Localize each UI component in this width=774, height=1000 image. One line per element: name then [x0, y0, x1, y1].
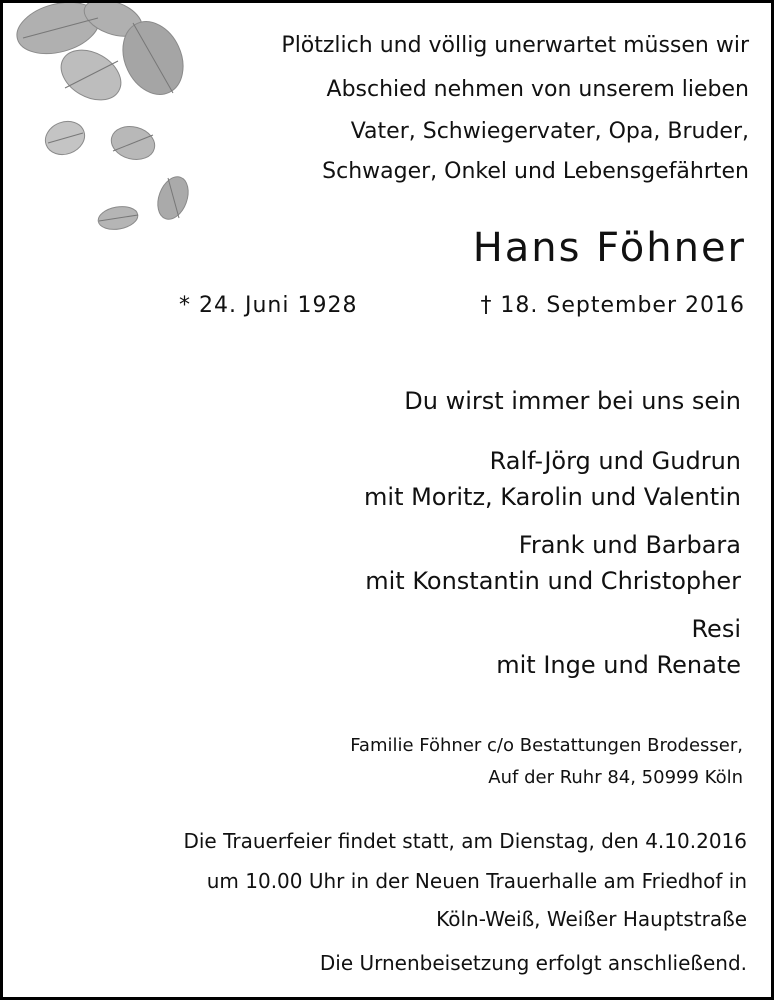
- family-line: Frank und Barbara: [518, 531, 741, 559]
- intro-line: Plötzlich und völlig unerwartet müssen wir: [281, 33, 749, 58]
- birth-date: * 24. Juni 1928: [179, 293, 358, 318]
- death-date: † 18. September 2016: [480, 293, 745, 318]
- family-line: mit Inge und Renate: [496, 651, 741, 679]
- family-line: mit Konstantin und Christopher: [365, 567, 741, 595]
- address-line: Auf der Ruhr 84, 50999 Köln: [488, 767, 743, 788]
- family-line: Resi: [691, 615, 741, 643]
- motto: Du wirst immer bei uns sein: [404, 387, 741, 415]
- family-line: Ralf-Jörg und Gudrun: [489, 447, 741, 475]
- intro-line: Abschied nehmen von unserem lieben: [326, 77, 749, 102]
- intro-line: Schwager, Onkel und Lebensgefährten: [322, 159, 749, 184]
- address-line: Familie Föhner c/o Bestattungen Brodesser,: [350, 735, 743, 756]
- deceased-name: Hans Föhner: [472, 225, 746, 271]
- leaves-decoration-icon: [3, 3, 203, 243]
- family-line: mit Moritz, Karolin und Valentin: [364, 483, 741, 511]
- ceremony-line: Köln-Weiß, Weißer Hauptstraße: [436, 907, 747, 931]
- ceremony-line: um 10.00 Uhr in der Neuen Trauerhalle am Friedhof in: [206, 869, 747, 893]
- burial-note: Die Urnenbeisetzung erfolgt anschließend.: [319, 951, 747, 975]
- ceremony-line: Die Trauerfeier findet statt, am Dienstag, den 4.10.2016: [183, 829, 747, 853]
- intro-line: Vater, Schwiegervater, Opa, Bruder,: [350, 119, 749, 144]
